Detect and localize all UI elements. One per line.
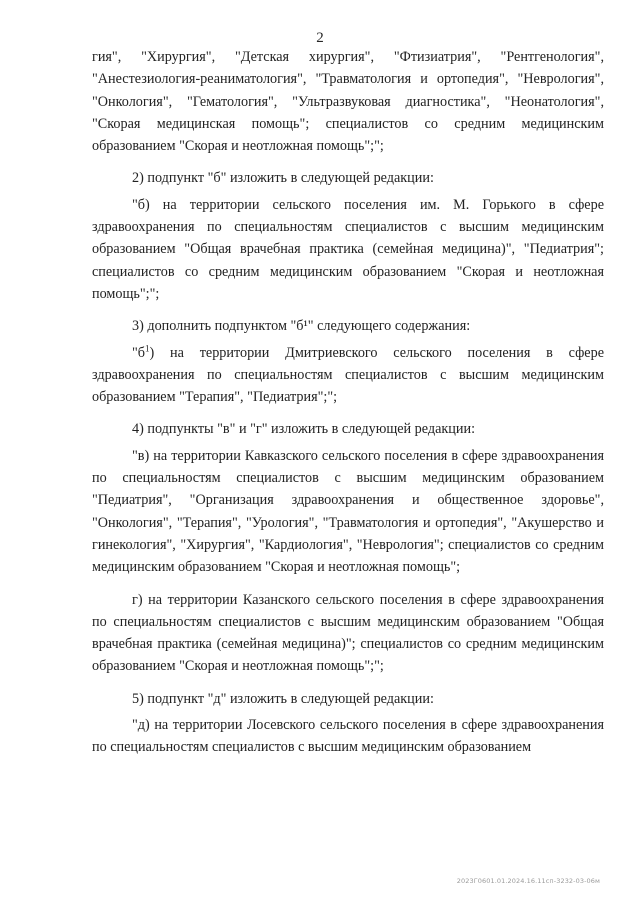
paragraph-subitem-b: "б) на территории сельского поселения им. М. Горького в сфере здравоохранения по специальностям специалистов с высшим медицинским образованием "Общая врачебная практика (семейная медицина)", "Педиатрия"; специалистов со средним медицинским образованием "Скорая и неотложная помощь";";	[92, 196, 604, 302]
paragraph-continuation: гия", "Хирургия", "Детская хирургия", "Фтизиатрия", "Рентгенология", "Анестезиология-реаниматология", "Травматология и ортопедия", "Неврология", "Онкология", "Гематология", "Ультразвуковая диагностика", "Неонатология", "Скорая медицинская помощь"; специалистов со средним медицинским образованием "Скорая и неотложная помощь";";	[92, 49, 604, 155]
paragraph-item-3: 3) дополнить подпунктом "б¹" следующего содержания:	[132, 318, 471, 335]
paragraph-subitem-d: "д) на территории Лосевского сельского поселения в сфере здравоохранения по специальностям специалистов с высшим медицинским образованием	[92, 717, 604, 756]
document-body	[92, 46, 604, 769]
paragraph-item-5: 5) подпункт "д" изложить в следующей редакции:	[132, 690, 434, 707]
paragraph-item-4: 4) подпункты "в" и "г" изложить в следующей редакции:	[132, 421, 476, 438]
subitem-b1-superscript: 1	[145, 342, 150, 353]
subitem-b1-text: ) на территории Дмитриевского сельского поселения в сфере здравоохранения по специальностям специалистов с высшим медицинским образованием "Терапия", "Педиатрия";";	[92, 344, 604, 406]
paragraph-subitem-g: г) на территории Казанского сельского поселения в сфере здравоохранения по специальностям специалистов с высшим медицинским образованием "Общая врачебная практика (семейная медицина)"; специалистов со средним медицинским образованием "Скорая и неотложная помощь";";	[92, 591, 604, 675]
subitem-b1-prefix: "б	[132, 344, 146, 361]
footer-document-code: 2023Г0601.01.2024.16.11сп-3232-03-06м	[456, 877, 600, 885]
paragraph-subitem-v: "в) на территории Кавказского сельского поселения в сфере здравоохранения по специальностям специалистов с высшим медицинским образованием "Педиатрия", "Организация здравоохранения и общественное здоровье", "Онкология", "Терапия", "Урология", "Травматология и ортопедия", "Акушерство и гинекология", "Хирургия", "Кардиология", "Неврология"; специалистов со средним медицинским образованием "Скорая и неотложная помощь";	[92, 447, 604, 576]
page-number: 2	[316, 30, 324, 46]
paragraph-subitem-b1	[92, 342, 604, 409]
paragraph-item-2: 2) подпункт "б" изложить в следующей редакции:	[132, 170, 434, 187]
